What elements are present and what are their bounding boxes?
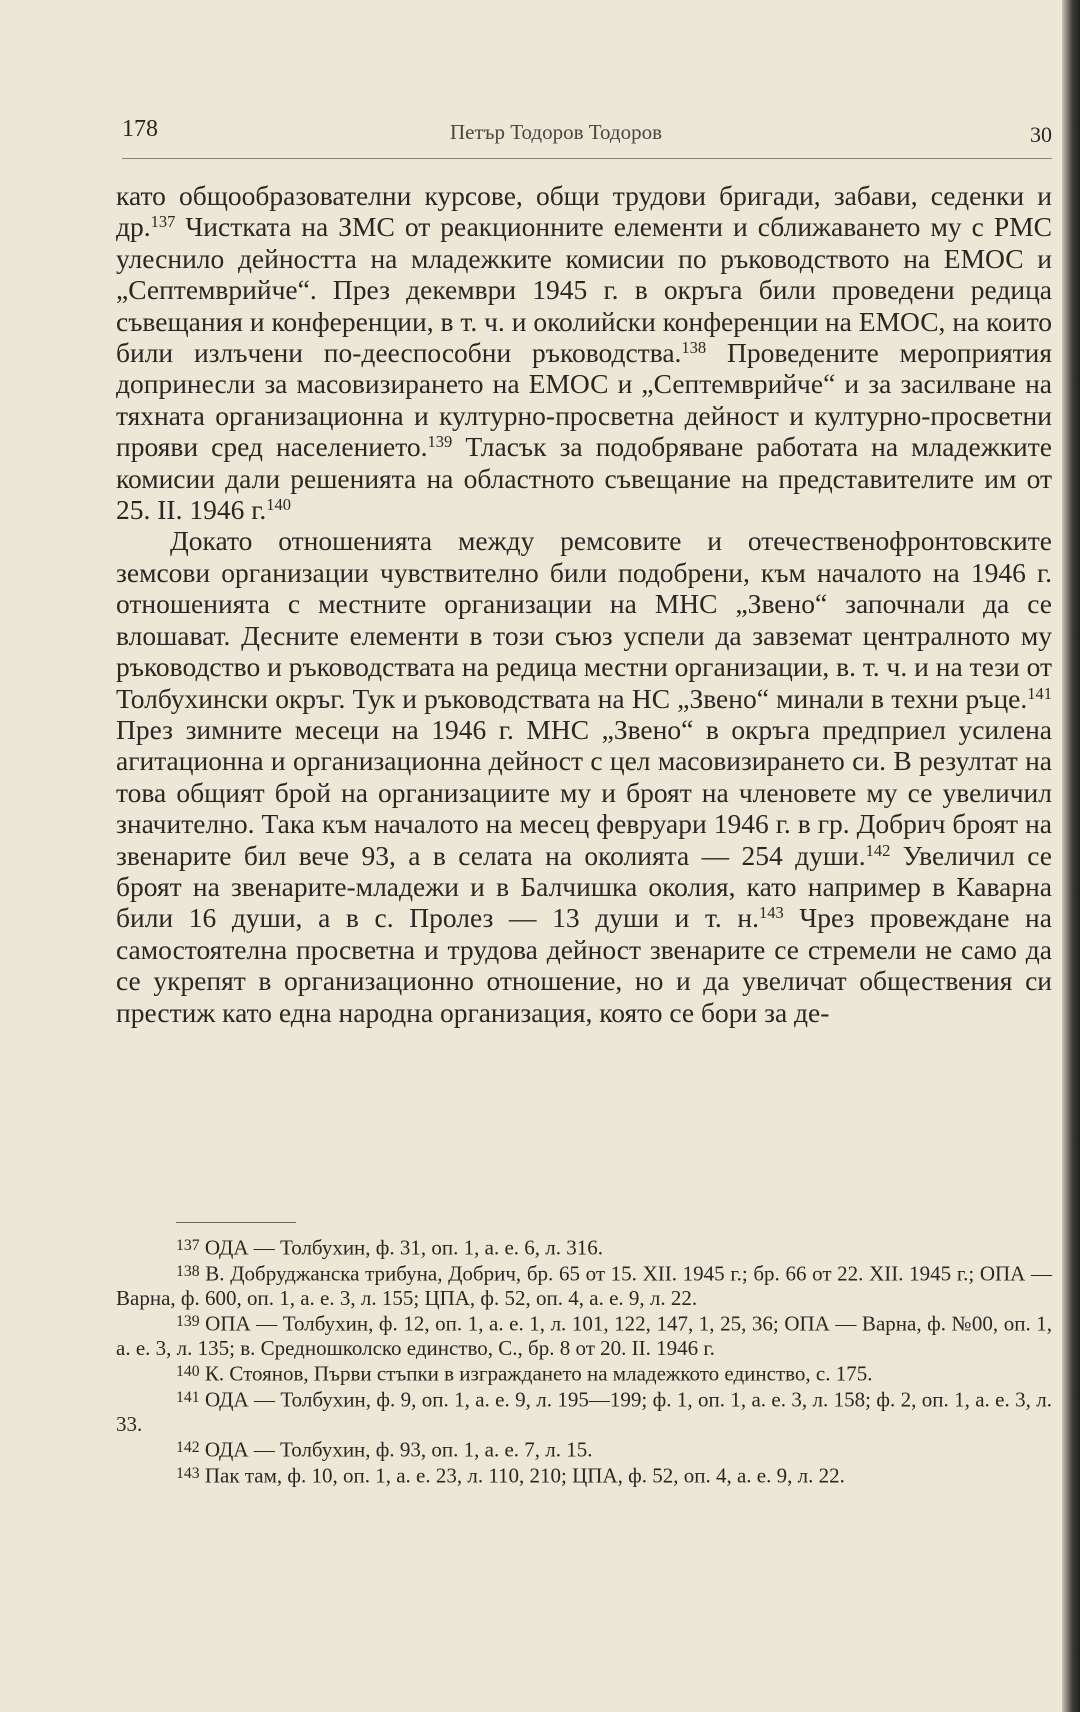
- footnote-ref[interactable]: 142: [865, 840, 891, 860]
- footnote-text: К. Стоянов, Първи стъпки в изграждането на младежкото единство, с. 175.: [199, 1361, 873, 1386]
- footnote: [116, 1260, 1052, 1310]
- text-run: Чрез провеждане на самостоятелна просветна и трудова дейност звенарите се стремели не само да се укрепят в организационно отношение, но и да увеличат обществения си престиж като една народна организация, която се бори за де-: [116, 902, 1052, 1028]
- footnote-text: ОДА — Толбухин, ф. 31, оп. 1, а. е. 6, л. 316.: [199, 1235, 604, 1260]
- footnote-text: В. Добруджанска трибуна, Добрич, бр. 65 от 15. XII. 1945 г.; бр. 66 от 22. XII. 1945 г.; ОПА — Варна, ф. 600, оп. 1, а. е. 3, л. 155; ЦПА, ф. 52, оп. 4, а. е. 9, л. 22.: [116, 1261, 1052, 1310]
- footnote-rule: [176, 1222, 296, 1223]
- paragraph: [116, 180, 1052, 525]
- footnote-ref[interactable]: 141: [1027, 683, 1052, 703]
- footnote-number: 138: [176, 1262, 200, 1280]
- running-head: Петър Тодоров Тодоров: [450, 120, 663, 144]
- text-run: Проведените мероприятия допринесли за масовизирането на ЕМОС и „Септемврийче“ и за засилване на тяхната организационна и културно-просветна дейност и културно-просветни прояви сред населението.: [116, 337, 1052, 463]
- footnote: [116, 1386, 1052, 1436]
- footnote-ref[interactable]: 140: [266, 495, 291, 514]
- folio-mark: 30: [1030, 122, 1052, 147]
- page-header: [120, 116, 1052, 156]
- header-rule: [122, 158, 1052, 159]
- footnote-number: 142: [176, 1439, 200, 1457]
- footnote-text: ОПА — Толбухин, ф. 12, оп. 1, а. е. 1, л. 101, 122, 147, 1, 25, 36; ОПА — Варна, ф. №00, оп. 1, а. е. 3, л. 135; в. Средношколско единство, С., бр. 8 от 20. II. 1946 г.: [116, 1311, 1052, 1360]
- footnote-text: ОДА — Толбухин, ф. 9, оп. 1, а. е. 9, л. 195—199; ф. 1, оп. 1, а. е. 3, л. 158; ф. 2, оп. 1, а. е. 3, л. 33.: [116, 1387, 1052, 1437]
- footnote: [116, 1234, 1052, 1260]
- paragraph: [116, 525, 1052, 1028]
- footnote-ref[interactable]: 143: [759, 903, 784, 923]
- footnote-text: ОДА — Толбухин, ф. 93, оп. 1, а. е. 7, л. 15.: [199, 1437, 593, 1462]
- text-run: Увеличил се броят на звенарите-младежи и в Балчишка околия, като например в Каварна били 16 души, а в с. Пролез — 13 души и т. н.: [116, 839, 1052, 934]
- book-edge: [1062, 0, 1080, 1712]
- footnote-number: 143: [176, 1465, 200, 1483]
- page-number: 178: [122, 116, 158, 142]
- footnote: [116, 1436, 1052, 1462]
- footnote-ref[interactable]: 137: [150, 212, 176, 232]
- footnote-number: 140: [176, 1363, 200, 1381]
- footnote-number: 139: [176, 1313, 200, 1331]
- main-text: [116, 180, 1052, 1028]
- text-run: Чистката на ЗМС от реакционните елементи и сближаването му с РМС улеснило дейността на младежките комисии по ръководството на ЕМОС и „Септемврийче“. През декември 1945 г. в окръга били проведени редица съвещания и конференции, в т. ч. и околийски конференции на ЕМОС, на които били излъчени по-дееспособни ръководства.: [116, 211, 1052, 369]
- footnote: [116, 1462, 1052, 1488]
- footnote-text: Пак там, ф. 10, оп. 1, а. е. 23, л. 110, 210; ЦПА, ф. 52, оп. 4, а. е. 9, л. 22.: [199, 1463, 845, 1488]
- footnote: [116, 1310, 1052, 1360]
- text-run: Докато отношенията между ремсовите и отечественофронтовските земсови организации чувствително били подобрени, към началото на 1946 г. отношенията с местните организации на МНС „Звено“ започнали да се влошават. Десните елементи в този съюз успели да завземат централното му ръководство и ръководствата на редица местни организации, в. т. ч. и на тези от Толбухински окръг. Тук и ръководствата на НС „Звено“ минали в техни ръце.: [116, 525, 1052, 714]
- text-run: През зимните месеци на 1946 г. МНС „Звено“ в окръга предприел усилена агитационна и организационна дейност с цел масовизирането си. В резултат на това общият брой на организациите му и броят на членовете му се увеличил значително. Така към началото на месец февруари 1946 г. в гр. Добрич броят на звенарите бил вече 93, а в селата на околията — 254 души.: [116, 713, 1052, 871]
- footnote-number: 141: [176, 1389, 200, 1407]
- footnote-number: 137: [176, 1237, 200, 1254]
- footnote-ref[interactable]: 139: [427, 432, 453, 452]
- footnote: [116, 1360, 1052, 1386]
- footnote-ref[interactable]: 138: [681, 337, 707, 357]
- text-run: Тласък за подобряване работата на младежките комисии дали решенията на областното съвещание на представителите им от 25. II. 1946 г.: [116, 431, 1052, 526]
- footnotes: [116, 1234, 1052, 1488]
- text-run: като общообразователни курсове, общи трудови бригади, забави, седенки и др.: [116, 180, 1052, 243]
